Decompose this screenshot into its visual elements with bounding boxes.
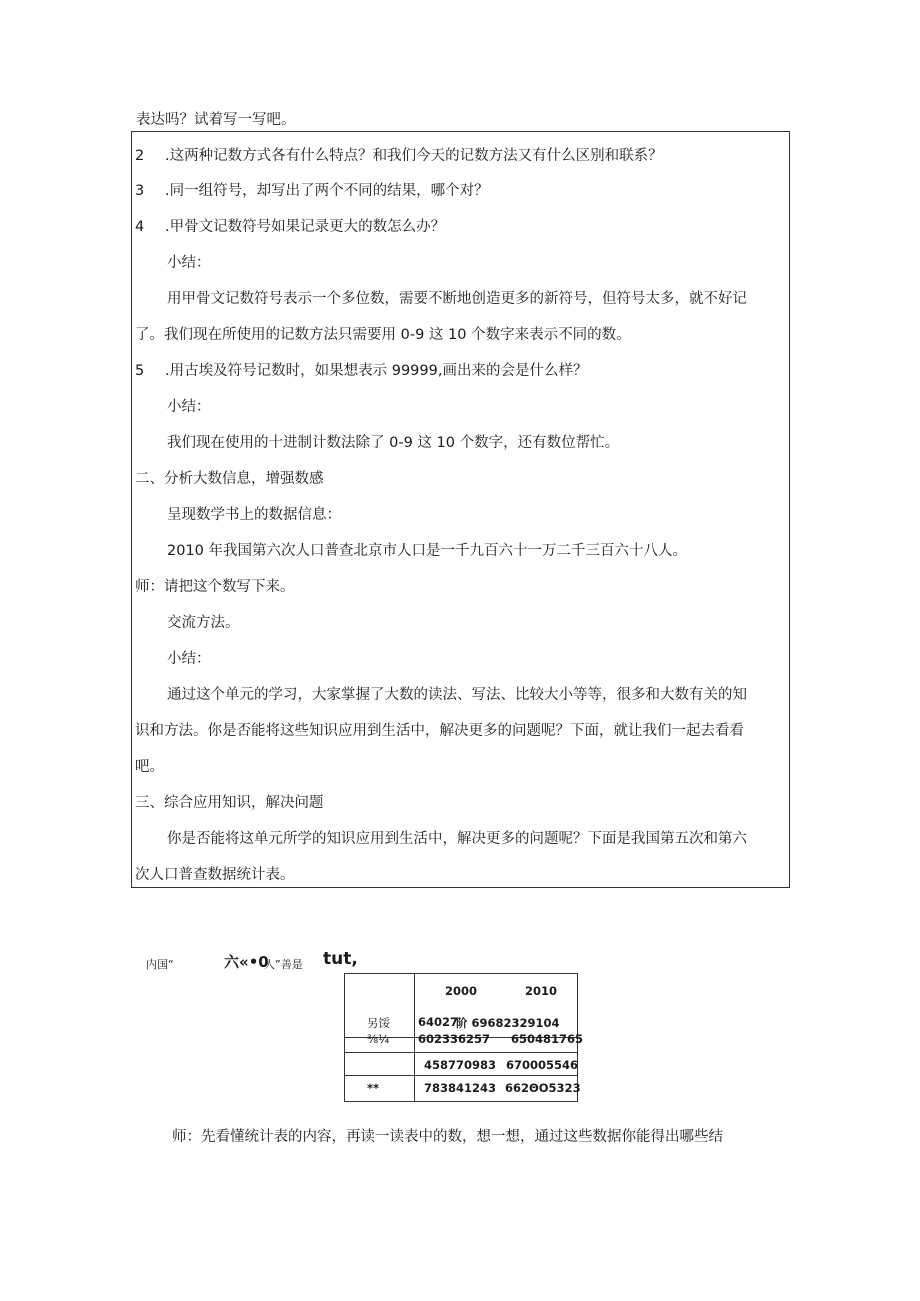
question-text: .这两种记数方式各有什么特点？和我们今天的记数方法又有什么区别和联系？ [165,148,663,164]
paragraph-line: 了。我们现在所使用的记数方法只需要用 0-9 这 10 个数字来表示不同的数。 [135,327,631,343]
table-title [146,951,546,971]
table-cell: 602336257 [418,1032,491,1046]
section-heading-2: 二、分析大数信息，增强数感 [135,471,324,487]
question-number: 4 [135,219,145,235]
table-cell: 783841243 [424,1081,497,1095]
table-cell: 阶 69682329104 [456,1016,560,1030]
teacher-line: 师：请把这个数写下来。 [135,579,295,595]
paragraph-line: 通过这个单元的学习，大家掌握了大数的读法、写法、比较大小等等，很多和大数有关的知 [167,687,747,703]
question-3 [135,181,489,201]
question-text: .用古埃及符号记数时，如果想表示 99999,画出来的会是什么样？ [165,363,588,379]
paragraph-line: 2010 年我国第六次人口普查北京市人口是一千九百六十一万二千三百六十八人。 [167,543,688,559]
question-number: 5 [135,363,145,379]
table-row-label: ** [367,1081,380,1095]
table-title-part: 人”善是 [264,958,303,971]
table-header: 2010 [525,984,558,998]
question-number: 3 [135,183,145,199]
paragraph-line: 交流方法。 [167,615,240,631]
table-title-part: 六«•0 [224,953,269,971]
paragraph-line: 用甲骨文记数符号表示一个多位数，需要不断地创造更多的新符号，但符号太多，就不好记 [167,291,747,307]
paragraph-line: 次人口普查数据统计表。 [135,867,295,883]
census-table [344,973,584,1102]
table-cell: 650481765 [511,1032,584,1046]
paragraph-line: 识和方法。你是否能将这些知识应用到生活中，解决更多的问题呢？下面，就让我们一起去看看 [135,723,744,739]
summary-label: 小结： [167,255,211,271]
table-cell: 64027 [418,1015,459,1029]
table-cell: 662ΘO5323 [505,1081,581,1095]
paragraph-line: 你是否能将这单元所学的知识应用到生活中，解决更多的问题呢？下面是我国第五次和第六 [167,831,747,847]
table-divider [345,1052,577,1053]
summary-label: 小结： [167,651,211,667]
section-heading-3: 三、综合应用知识，解决问题 [135,795,324,811]
table-row-label: ⅜¼ [367,1032,390,1046]
question-text: .同一组符号，却写出了两个不同的结果，哪个对？ [165,183,489,199]
paragraph-line: 我们现在使用的十进制计数法除了 0-9 这 10 个数字，还有数位帮忙。 [167,435,620,451]
paragraph-line: 吧。 [135,759,164,775]
table-header: 2000 [445,984,478,998]
question-text: .甲骨文记数符号如果记录更大的数怎么办？ [165,219,446,235]
question-5 [135,361,587,381]
lesson-box [131,131,790,888]
table-divider [345,1075,577,1076]
table-row-label: 另馁 [367,1016,390,1030]
question-4 [135,217,445,237]
table-title-part: tut, [323,949,358,969]
question-2 [135,146,663,166]
table-title-part: 内国“ [146,958,174,971]
question-number: 2 [135,148,145,164]
intro-line: 表达吗？试着写一写吧。 [136,112,296,128]
table-cell: 458770983 [424,1058,497,1072]
paragraph-line: 呈现数学书上的数据信息： [167,507,341,523]
teacher-line: 师：先看懂统计表的内容，再读一读表中的数，想一想，通过这些数据你能得出哪些结 [172,1129,723,1145]
table-cell: 670005546 [506,1058,579,1072]
summary-label: 小结： [167,399,211,415]
